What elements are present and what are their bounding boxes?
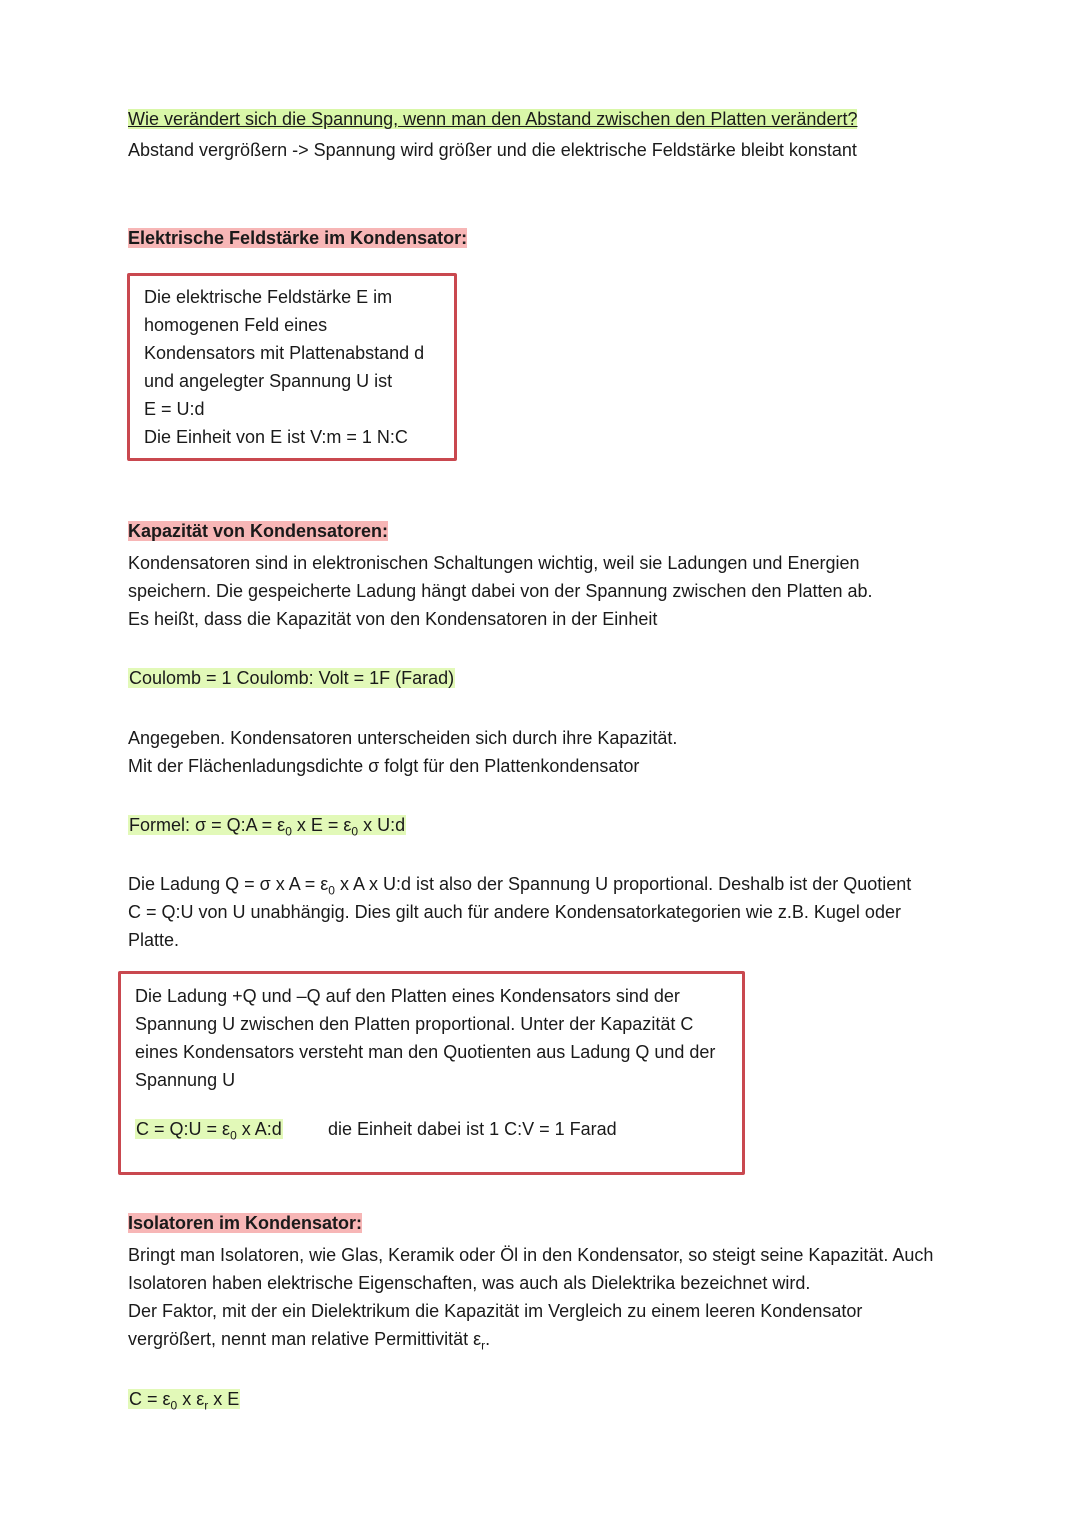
surface-charge-formula xyxy=(128,811,406,839)
insulators-line: Bringt man Isolatoren, wie Glas, Keramik oder Öl in den Kondensator, so steigt seine Kapazität. Auch xyxy=(128,1245,934,1265)
formula-part: Formel: σ = Q:A = ε xyxy=(129,815,286,835)
field-strength-heading xyxy=(128,224,467,252)
text-part: . xyxy=(485,1329,491,1349)
capacity-para-line: Es heißt, dass die Kapazität von den Kondensatoren in der Einheit xyxy=(128,609,658,629)
box-line: eines Kondensators versteht man den Quotienten aus Ladung Q und der xyxy=(135,1042,716,1062)
capacity-para-line: Platte. xyxy=(128,930,180,950)
capacity-heading-text: Kapazität von Kondensatoren: xyxy=(128,521,389,541)
box-line: E = U:d xyxy=(144,399,205,419)
question-answer: Abstand vergrößern -> Spannung wird größer und die elektrische Feldstärke bleibt konstant xyxy=(128,140,857,160)
text-part: vergrößert, nennt man relative Permittivität ε xyxy=(128,1329,482,1349)
unit-formula xyxy=(128,664,455,692)
text-part: Die Ladung Q = σ x A = ε xyxy=(128,874,329,894)
insulators-heading-text: Isolatoren im Kondensator: xyxy=(128,1213,363,1233)
capacity-para-line: Mit der Flächenladungsdichte σ folgt für den Plattenkondensator xyxy=(128,756,640,776)
unit-formula-text: Coulomb = 1 Coulomb: Volt = 1F (Farad) xyxy=(129,668,455,688)
capacity-box-formula-text xyxy=(135,1119,283,1143)
box-line: Die elektrische Feldstärke E im xyxy=(144,287,393,307)
capacity-para-line xyxy=(128,870,911,898)
dielectric-formula xyxy=(128,1385,240,1413)
capacity-box-formula xyxy=(135,1115,283,1143)
formula-part: x ε xyxy=(177,1389,205,1409)
question-heading xyxy=(128,105,857,133)
formula-subscript: 0 xyxy=(170,1398,178,1413)
text-part: x A x U:d ist also der Spannung U proportional. Deshalb ist der Quotient xyxy=(334,874,912,894)
capacity-box-unit: die Einheit dabei ist 1 C:V = 1 Farad xyxy=(328,1119,617,1139)
formula-subscript: 0 xyxy=(285,824,292,839)
field-strength-box xyxy=(127,273,457,461)
box-line: Spannung U zwischen den Platten proportional. Unter der Kapazität C xyxy=(135,1014,694,1034)
text-subscript: r xyxy=(481,1338,486,1353)
formula-subscript: 0 xyxy=(230,1128,237,1143)
field-strength-heading-text: Elektrische Feldstärke im Kondensator: xyxy=(128,228,468,248)
surface-charge-formula-text xyxy=(128,815,406,839)
formula-part: C = Q:U = ε xyxy=(136,1119,231,1139)
box-line: Die Einheit von E ist V:m = 1 N:C xyxy=(144,427,408,447)
formula-part: x A:d xyxy=(236,1119,282,1139)
insulators-line xyxy=(128,1325,490,1353)
formula-part: x U:d xyxy=(358,815,406,835)
formula-subscript: r xyxy=(204,1398,209,1413)
question-heading-text: Wie verändert sich die Spannung, wenn man den Abstand zwischen den Platten verändert? xyxy=(128,109,858,129)
insulators-line: Isolatoren haben elektrische Eigenschaften, was auch als Dielektrika bezeichnet wird. xyxy=(128,1273,811,1293)
box-line: Spannung U xyxy=(135,1070,236,1090)
box-line: homogenen Feld eines xyxy=(144,315,328,335)
insulators-line: Der Faktor, mit der ein Dielektrikum die Kapazität im Vergleich zu einem leeren Kondensator xyxy=(128,1301,863,1321)
formula-part: x E xyxy=(208,1389,240,1409)
capacity-para-line: Kondensatoren sind in elektronischen Schaltungen wichtig, weil sie Ladungen und Energien xyxy=(128,553,860,573)
text-subscript: 0 xyxy=(328,883,335,898)
capacity-para-line: Angegeben. Kondensatoren unterscheiden sich durch ihre Kapazität. xyxy=(128,728,678,748)
dielectric-formula-text xyxy=(128,1389,240,1413)
formula-subscript: 0 xyxy=(351,824,359,839)
box-line: Die Ladung +Q und –Q auf den Platten eines Kondensators sind der xyxy=(135,986,680,1006)
box-line: und angelegter Spannung U ist xyxy=(144,371,393,391)
insulators-heading xyxy=(128,1209,362,1237)
capacity-heading xyxy=(128,517,388,545)
formula-part: C = ε xyxy=(129,1389,171,1409)
capacity-definition-box xyxy=(118,971,745,1175)
capacity-para-line: C = Q:U von U unabhängig. Dies gilt auch für andere Kondensatorkategorien wie z.B. Kugel oder xyxy=(128,902,901,922)
formula-part: x E = ε xyxy=(291,815,352,835)
capacity-para-line: speichern. Die gespeicherte Ladung hängt dabei von der Spannung zwischen den Platten ab. xyxy=(128,581,873,601)
box-line: Kondensators mit Plattenabstand d xyxy=(144,343,425,363)
